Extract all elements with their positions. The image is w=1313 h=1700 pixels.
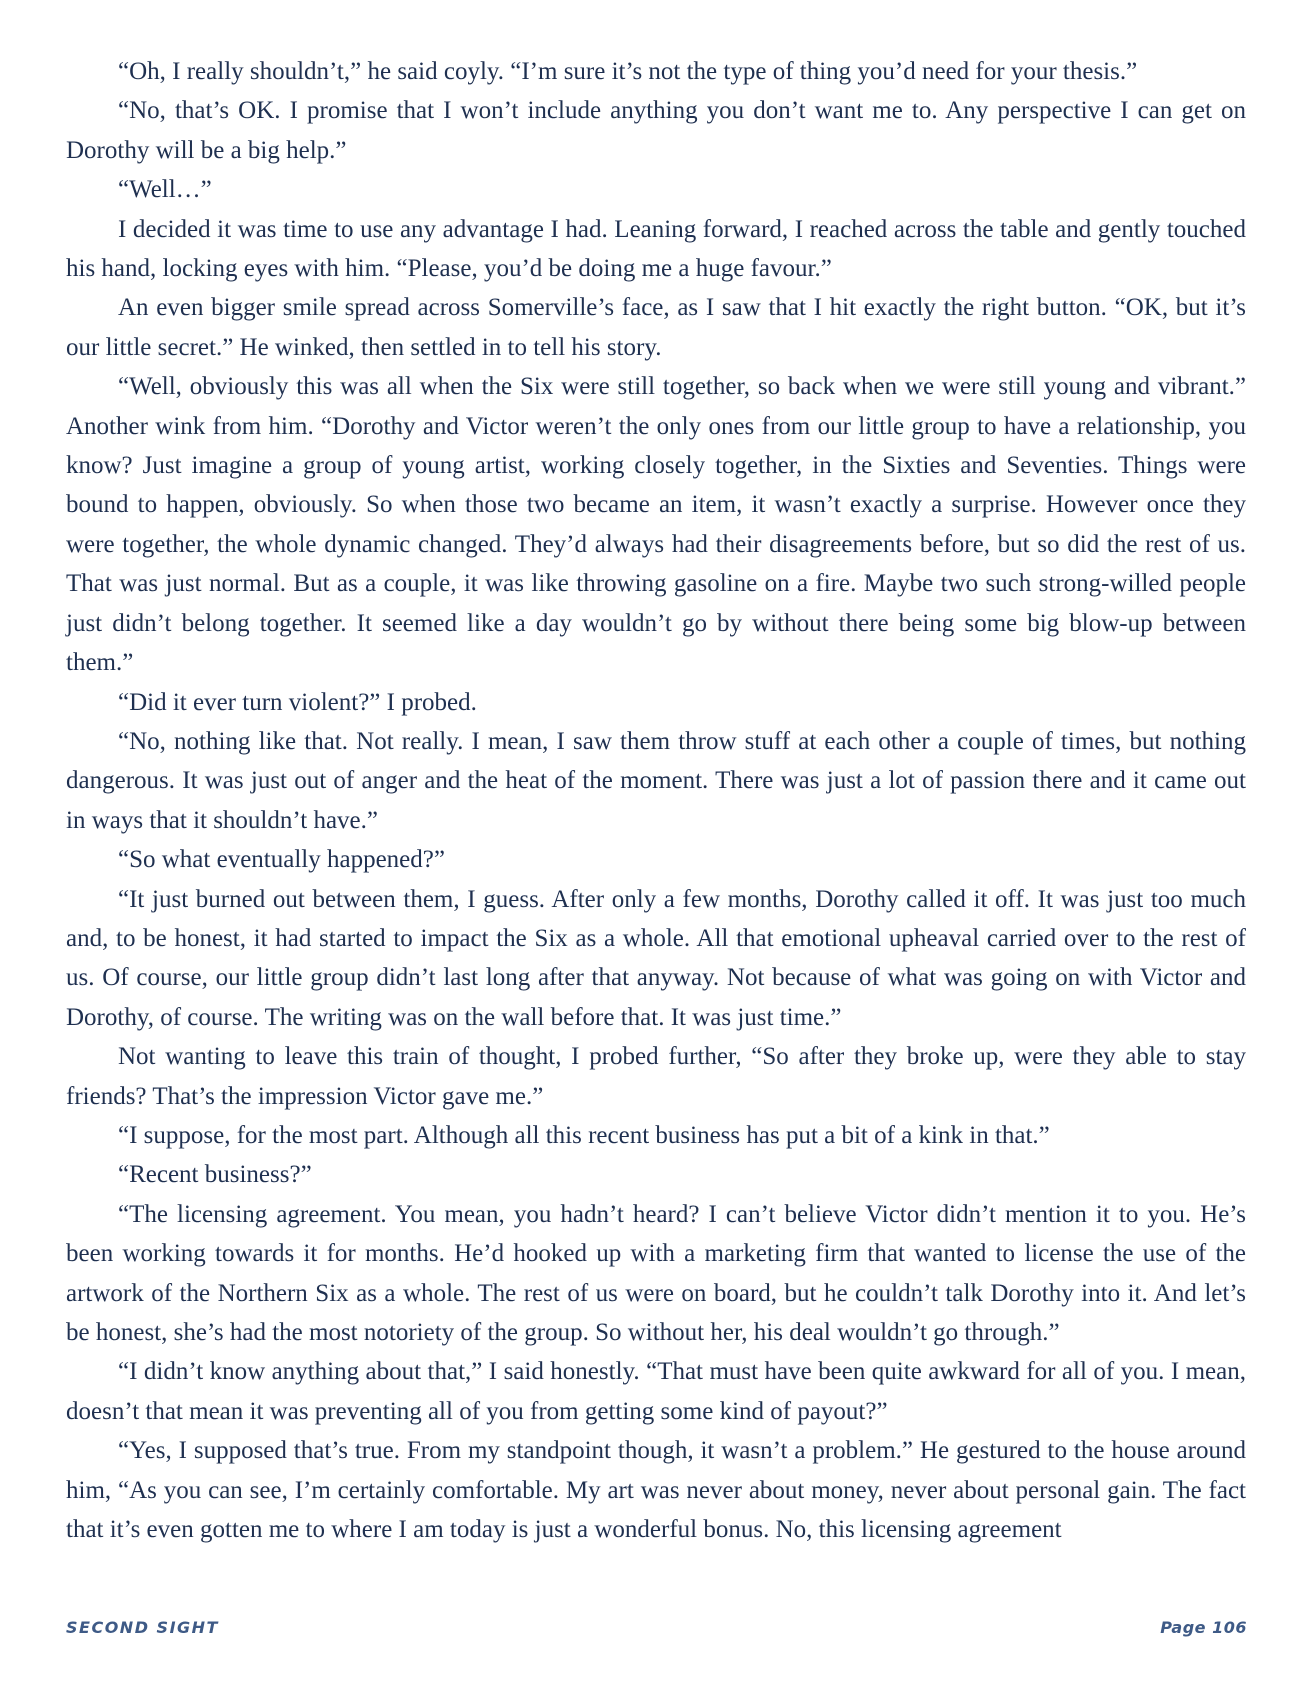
paragraph: “Well…”	[118, 176, 212, 204]
footer-book-title: SECOND SIGHT	[66, 1618, 219, 1637]
paragraph: “Did it ever turn violent?” I probed.	[118, 688, 477, 716]
paragraph: “It just burned out between them, I guess. After only a few months, Dorothy called it off. It was just too much and, to be honest, it had started to impact the Six as a whole. All that emotional upheaval carried over to the rest of us. Of course, our little group didn’t last long after that anyway. Not because of what was going on with Victor and Dorothy, of course. The writing was on the wall before that. It was just time.”	[66, 885, 1246, 1031]
paragraph: I decided it was time to use any advantage I had. Leaning forward, I reached across the table and gently touched his hand, locking eyes with him. “Please, you’d be doing me a huge favour.”	[66, 215, 1246, 283]
paragraph: Not wanting to leave this train of thought, I probed further, “So after they broke up, were they able to stay friends? That’s the impression Victor gave me.”	[66, 1043, 1246, 1110]
paragraph: “Oh, I really shouldn’t,” he said coyly. “I’m sure it’s not the type of thing you’d need for your thesis.”	[118, 58, 1138, 85]
paragraph: “Recent business?”	[118, 1161, 312, 1189]
paragraph: “No, that’s OK. I promise that I won’t include anything you don’t want me to. Any perspective I can get on Dorothy will be a big help.”	[66, 97, 1246, 164]
paragraph: “The licensing agreement. You mean, you hadn’t heard? I can’t believe Victor didn’t mention it to you. He’s been working towards it for months. He’d hooked up with a marketing firm that wanted to license the use of the artwork of the Northern Six as a whole. The rest of us were on board, but he couldn’t talk Dorothy into it. And let’s be honest, she’s had the most notoriety of the group. So without her, his deal wouldn’t go through.”	[66, 1200, 1246, 1346]
paragraph: “Well, obviously this was all when the Six were still together, so back when we were still young and vibrant.” Another wink from him. “Dorothy and Victor weren’t the only ones from our little group to have a relationship, you know? Just imagine a group of young artist, working closely together, in the Sixties and Seventies. Things were bound to happen, obviously. So when those two became an item, it wasn’t exactly a surprise. However once they were together, the whole dynamic changed. They’d always had their disagreements before, but so did the rest of us. That was just normal. But as a couple, it was like throwing gasoline on a fire. Maybe two such strong-willed people just didn’t belong together. It seemed like a day wouldn’t go by without there being some big blow-up between them.”	[66, 373, 1246, 677]
paragraph: “No, nothing like that. Not really. I mean, I saw them throw stuff at each other a couple of times, but nothing dangerous. It was just out of anger and the heat of the moment. There was just a lot of passion there and it came out in ways that it shouldn’t have.”	[66, 727, 1246, 834]
paragraph: “I suppose, for the most part. Although all this recent business has put a bit of a kink in that.”	[118, 1121, 1050, 1149]
paragraph: “So what eventually happened?”	[118, 846, 445, 874]
body-text	[66, 52, 1246, 1549]
paragraph: “Yes, I supposed that’s true. From my standpoint though, it wasn’t a problem.” He gestured to the house around him, “As you can see, I’m certainly comfortable. My art was never about money, never about personal gain. The fact that it’s even gotten me to where I am today is just a wonderful bonus. No, this licensing agreement	[66, 1437, 1246, 1544]
footer-page-number: Page 106	[1160, 1618, 1247, 1637]
paragraph: An even bigger smile spread across Somerville’s face, as I saw that I hit exactly the right button. “OK, but it’s our little secret.” He winked, then settled in to tell his story.	[66, 294, 1246, 361]
paragraph: “I didn’t know anything about that,” I said honestly. “That must have been quite awkward for all of you. I mean, doesn’t that mean it was preventing all of you from getting some kind of payout?”	[66, 1358, 1246, 1425]
